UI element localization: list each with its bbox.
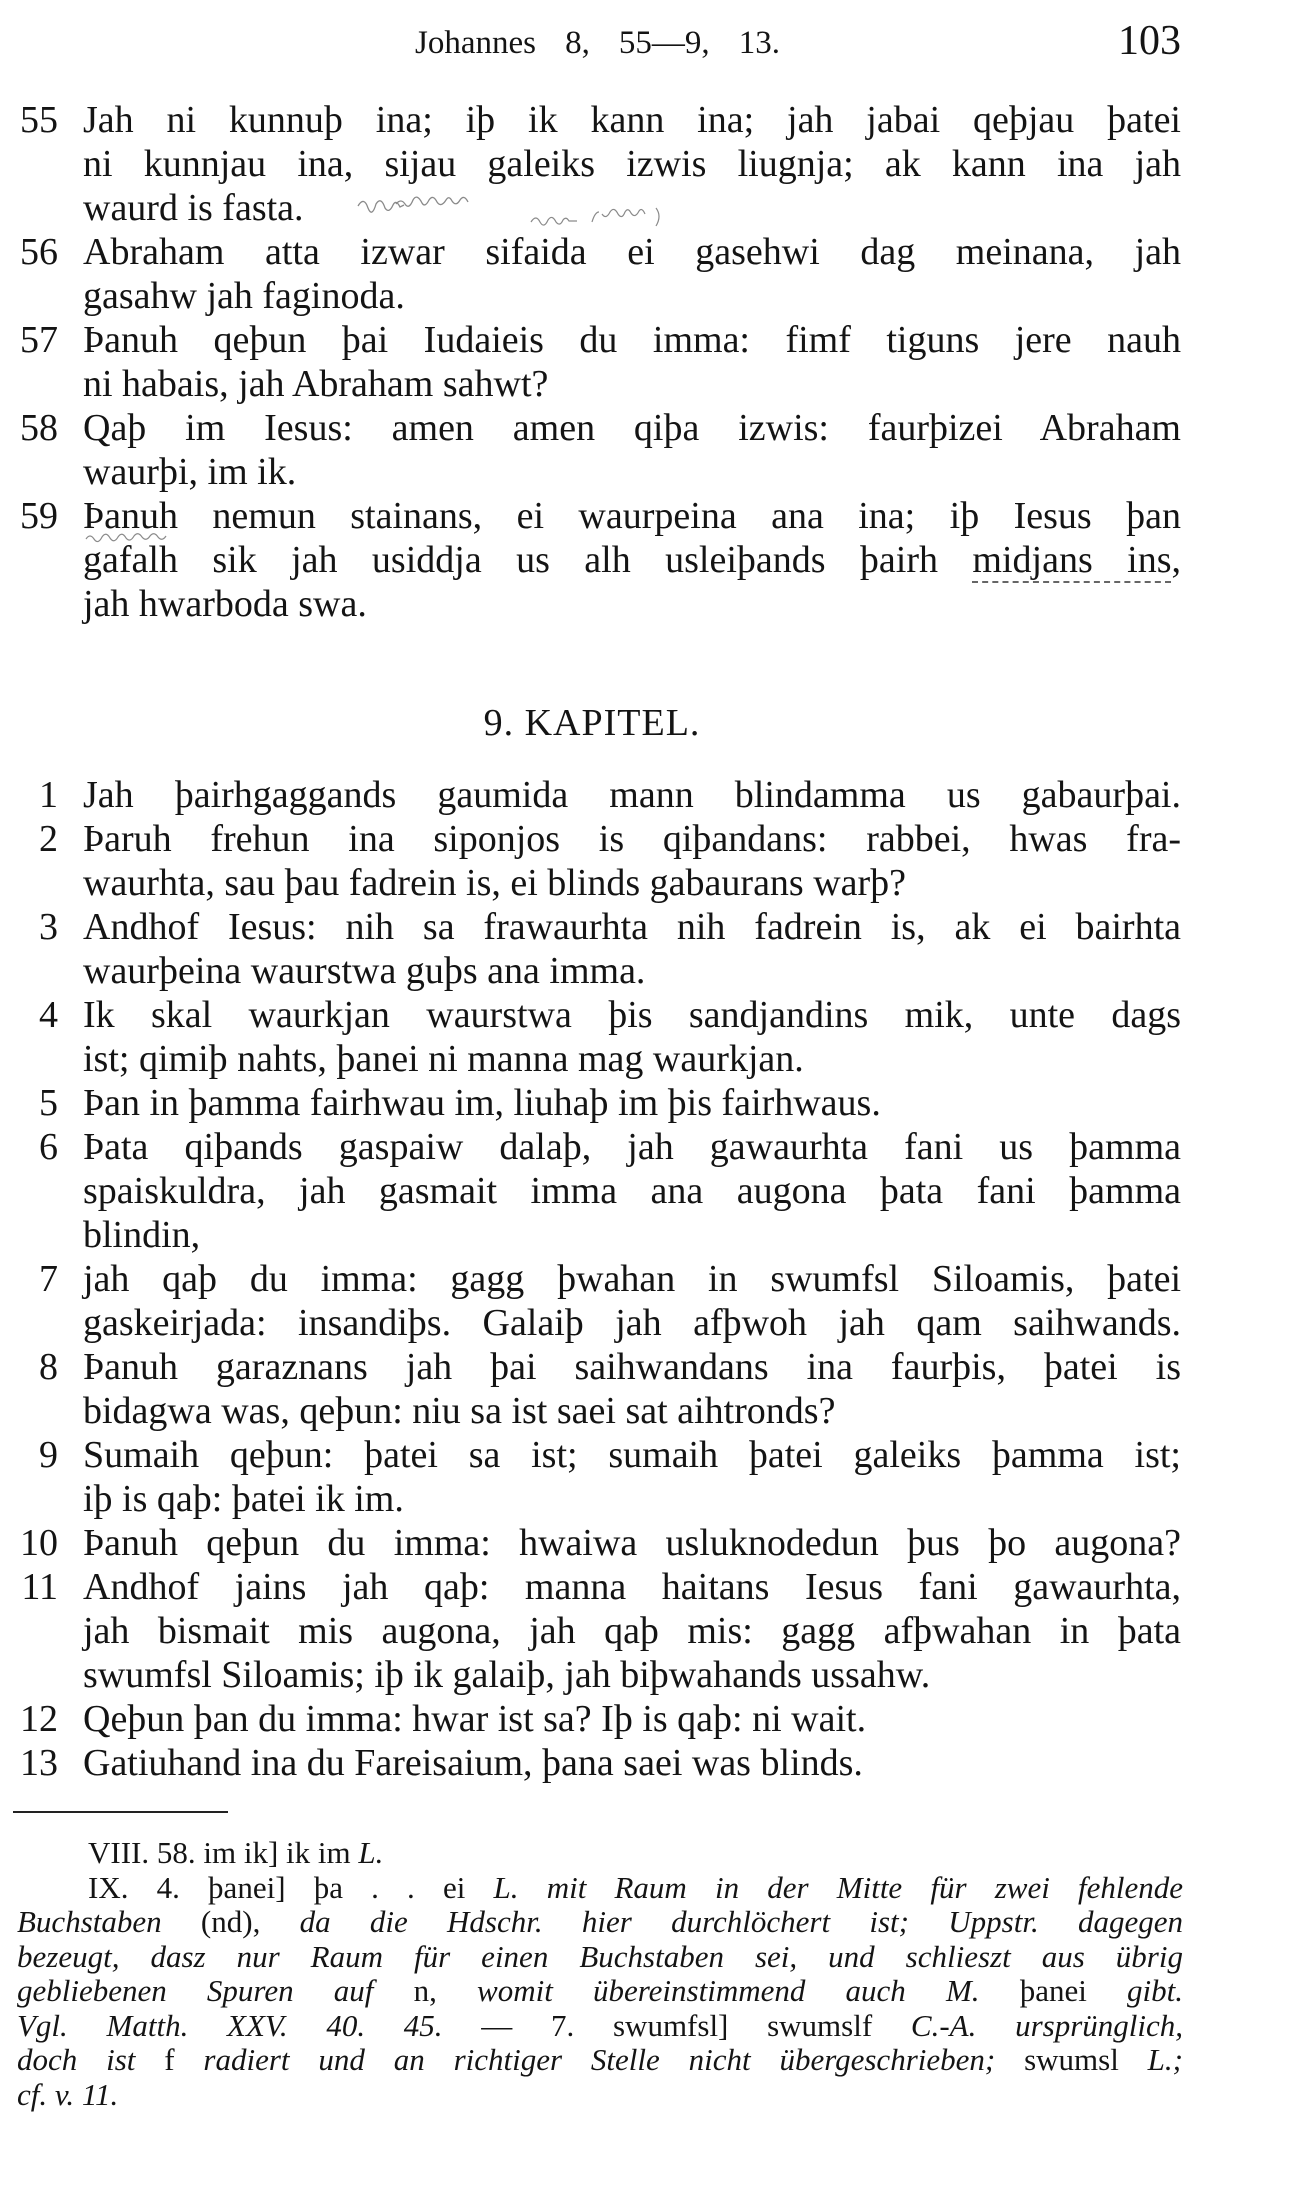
- verse-number: 9: [39, 1434, 58, 1476]
- verse-line: Qeþun þan du imma: hwar ist sa? Iþ is qaþ: ni wait.: [83, 1698, 867, 1740]
- verse-line: waurþeina waurstwa guþs ana imma.: [83, 950, 646, 992]
- handwritten-annotation: [356, 196, 701, 236]
- line-segment: gafalh sik jah usiddja us alh usleiþands þairh: [83, 539, 973, 581]
- verse-line: gaskeirjada: insandiþs. Galaiþ jah afþwoh jah qam saihwands.: [83, 1302, 1181, 1344]
- verse-line: jah hwarboda swa.: [83, 583, 367, 625]
- verse-line: ist; qimiþ nahts, þanei ni manna mag waurkjan.: [83, 1038, 804, 1080]
- underlined-phrase: midjans ins: [972, 539, 1172, 581]
- handwritten-mark: [84, 531, 184, 545]
- footnote-segment-italic: radiert und an richtiger Stelle nicht übergeschrieben;: [203, 2042, 1025, 2077]
- verse-number: 56: [20, 231, 58, 273]
- chapter-8-text: [0, 98, 1181, 626]
- verse-line: blindin,: [83, 1214, 201, 1256]
- verse-number: 8: [39, 1346, 58, 1388]
- footnote-segment-italic: bezeugt, dasz nur Raum für einen Buchstaben sei, und schlieszt aus übrig: [17, 1938, 1183, 1974]
- footnote-segment-italic: Vgl. Matth. XXV. 40. 45.: [17, 2007, 482, 2043]
- verse-13: [0, 1741, 1181, 1785]
- verse-5: [0, 1081, 1181, 1125]
- verse-10: [0, 1521, 1181, 1565]
- page-number: 103: [1118, 18, 1181, 64]
- verse-line: Þanuh qeþun þai Iudaieis du imma: fimf tiguns jere nauh: [83, 319, 1181, 361]
- verse-12: [0, 1697, 1181, 1741]
- verse-number: 2: [39, 818, 58, 860]
- footnote-segment-italic: cf. v. 11.: [17, 2076, 119, 2112]
- verse-line: waurd is fasta.: [83, 187, 304, 229]
- verse-56: [0, 230, 1181, 318]
- footnote-segment: swumsl: [1024, 2042, 1148, 2077]
- verse-line: Jah þairhgaggands gaumida mann blindamma us gabaurþai.: [83, 774, 1181, 816]
- footnote-rule: [13, 1811, 228, 1813]
- footnote-segment-italic: L. mit Raum in der Mitte für zwei fehlende: [493, 1869, 1184, 1905]
- verse-number: 7: [39, 1258, 58, 1300]
- footnote-line: [17, 1974, 1183, 2009]
- verse-line: bidagwa was, qeþun: niu sa ist saei sat aihtronds?: [83, 1390, 836, 1432]
- verse-4: [0, 993, 1181, 1081]
- chapter-9-text: [0, 773, 1181, 1785]
- verse-number: 12: [20, 1698, 58, 1740]
- verse-line: Þanuh garaznans jah þai saihwandans ina faurþis, þatei is: [83, 1346, 1181, 1388]
- verse-line: ni kunnjau ina, sijau galeiks izwis liugnja; ak kann ina jah: [83, 143, 1181, 185]
- verse-line: Gatiuhand ina du Fareisaium, þana saei was blinds.: [83, 1742, 863, 1784]
- footnote-segment-italic: C.-A. ursprünglich,: [910, 2007, 1183, 2043]
- verse-line: waurþi, im ik.: [83, 451, 297, 493]
- verse-8: [0, 1345, 1181, 1433]
- footnote-segment-italic: womit übereinstimmend auch M.: [477, 1973, 1020, 2008]
- footnote-segment-italic: da die Hdschr. hier durchlöchert ist; Uppstr. dagegen: [299, 1904, 1183, 1939]
- footnote-segment: — 7. swumfsl] swumslf: [481, 2007, 911, 2043]
- verse-57: [0, 318, 1181, 406]
- footnote-segment-italic: doch ist: [17, 2042, 165, 2077]
- verse-line: Þata qiþands gaspaiw dalaþ, jah gawaurhta fani us þamma: [83, 1126, 1181, 1168]
- verse-line: swumfsl Siloamis; iþ ik galaiþ, jah biþwahands ussahw.: [83, 1654, 931, 1696]
- footnote-segment-italic: Buchstaben: [17, 1904, 162, 1939]
- footnotes: [17, 1836, 1183, 2112]
- footnote-segment: (nd),: [161, 1904, 300, 1939]
- verse-number: 10: [20, 1522, 58, 1564]
- verse-line: Sumaih qeþun: þatei sa ist; sumaih þatei galeiks þamma ist;: [83, 1434, 1181, 1476]
- verse-line: waurhta, sau þau fadrein is, ei blinds gabaurans warþ?: [83, 862, 907, 904]
- verse-9: [0, 1433, 1181, 1521]
- verse-line: Andhof Iesus: nih sa frawaurhta nih fadrein is, ak ei bairhta: [83, 906, 1181, 948]
- verse-number: 5: [39, 1082, 58, 1124]
- verse-line: Þan in þamma fairhwau im, liuhaþ im þis fairhwaus.: [83, 1082, 881, 1124]
- verse-number: 4: [39, 994, 58, 1036]
- verse-line: spaiskuldra, jah gasmait imma ana augona þata fani þamma: [83, 1170, 1181, 1212]
- verse-line: iþ is qaþ: þatei ik im.: [83, 1478, 404, 1520]
- footnote-segment: n,: [413, 1973, 478, 2008]
- verse-number: 13: [20, 1742, 58, 1784]
- verse-line: Abraham atta izwar sifaida ei gasehwi dag meinana, jah: [83, 231, 1181, 273]
- running-title: Johannes 8, 55—9, 13.: [415, 25, 780, 61]
- verse-line: Qaþ im Iesus: amen amen qiþa izwis: faurþizei Abraham: [83, 407, 1181, 449]
- verse-59: [0, 494, 1181, 626]
- verse-line: Þanuh nemun stainans, ei waurpeina ana ina; iþ Iesus þan: [83, 495, 1181, 537]
- verse-line: Ik skal waurkjan waurstwa þis sandjandins mik, unte dags: [83, 994, 1181, 1036]
- footnote-segment-italic: L.: [358, 1835, 384, 1870]
- footnote-line: [17, 2009, 1183, 2044]
- verse-line: Þanuh qeþun du imma: hwaiwa usluknodedun þus þo augona?: [83, 1522, 1181, 1564]
- verse-6: [0, 1125, 1181, 1257]
- footnote-line: [17, 1871, 1183, 1906]
- verse-number: 3: [39, 906, 58, 948]
- footnote-segment: f: [164, 2042, 204, 2077]
- footnote-segment-italic: L.;: [1147, 2042, 1183, 2077]
- verse-number: 55: [20, 99, 58, 141]
- verse-number: 58: [20, 407, 58, 449]
- footnote-segment-italic: gebliebenen Spuren auf: [17, 1973, 414, 2008]
- footnote-segment: VIII. 58. im ik] ik im: [88, 1835, 359, 1870]
- verse-line: gasahw jah faginoda.: [83, 275, 405, 317]
- verse-number: 11: [21, 1566, 58, 1608]
- footnote-segment: þanei: [1019, 1973, 1128, 2008]
- verse-line: [83, 538, 1181, 582]
- verse-number: 6: [39, 1126, 58, 1168]
- footnote-line: [17, 1836, 1183, 1871]
- footnote-line: [17, 2078, 1183, 2113]
- verse-line: jah qaþ du imma: gagg þwahan in swumfsl Siloamis, þatei: [83, 1258, 1181, 1300]
- verse-3: [0, 905, 1181, 993]
- footnote-segment: IX. 4. þanei] þa . . ei: [88, 1869, 494, 1905]
- verse-line: Jah ni kunnuþ ina; iþ ik kann ina; jah jabai qeþjau þatei: [83, 99, 1181, 141]
- verse-2: [0, 817, 1181, 905]
- verse-58: [0, 406, 1181, 494]
- verse-line: jah bismait mis augona, jah qaþ mis: gagg afþwahan in þata: [83, 1610, 1181, 1652]
- verse-11: [0, 1565, 1181, 1697]
- footnote-segment-italic: gibt.: [1127, 1973, 1183, 2008]
- footnote-line: [17, 1905, 1183, 1940]
- verse-number: 57: [20, 319, 58, 361]
- verse-7: [0, 1257, 1181, 1345]
- verse-number: 1: [39, 774, 58, 816]
- chapter-heading: 9. KAPITEL.: [483, 702, 701, 744]
- footnote-line: [17, 2043, 1183, 2078]
- line-segment: ,: [1171, 539, 1181, 581]
- verse-line: Þaruh frehun ina siponjos is qiþandans: rabbei, hwas fra-: [83, 818, 1181, 860]
- footnote-line: [17, 1940, 1183, 1975]
- verse-number: 59: [20, 495, 58, 537]
- verse-line: Andhof jains jah qaþ: manna haitans Iesus fani gawaurhta,: [83, 1566, 1181, 1608]
- verse-line: ni habais, jah Abraham sahwt?: [83, 363, 549, 405]
- verse-1: [0, 773, 1181, 817]
